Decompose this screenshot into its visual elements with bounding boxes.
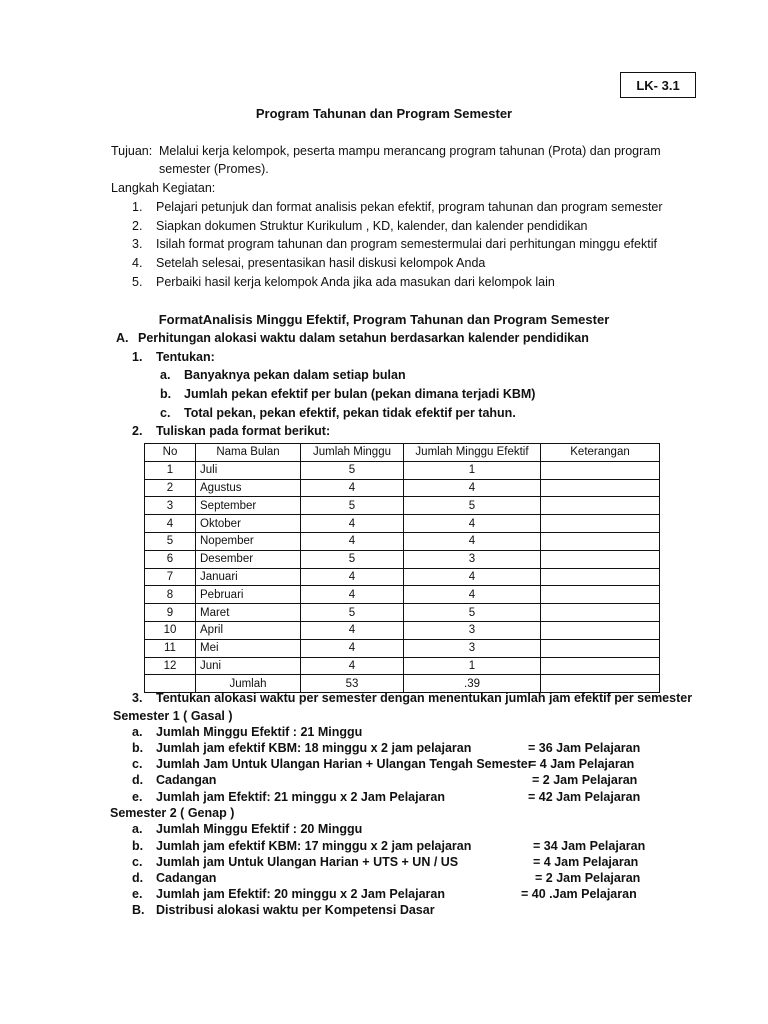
cell-keterangan xyxy=(541,497,660,515)
step-number: 2. xyxy=(132,424,143,438)
cell-no: 4 xyxy=(145,515,196,533)
semester1-item-value: = 4 Jam Pelajaran xyxy=(529,757,635,771)
item-letter: e. xyxy=(132,790,143,804)
cell-bulan: Mei xyxy=(196,639,301,657)
cell-minggu: 4 xyxy=(301,479,404,497)
tentukan-item xyxy=(160,406,516,420)
cell-no: 12 xyxy=(145,657,196,675)
tujuan-label: Tujuan: xyxy=(111,144,153,158)
cell-keterangan xyxy=(541,532,660,550)
cell-bulan: Nopember xyxy=(196,532,301,550)
cell-efektif: 3 xyxy=(404,639,541,657)
item-text: Jumlah jam Efektif: 21 minggu x 2 Jam Pelajaran xyxy=(156,790,445,804)
section-b xyxy=(132,903,435,917)
semester2-item xyxy=(132,855,458,869)
item-text: Jumlah jam efektif KBM: 17 minggu x 2 jam pelajaran xyxy=(156,839,472,853)
cell-no: 11 xyxy=(145,639,196,657)
cell-minggu: 5 xyxy=(301,550,404,568)
semester2-item-value: = 40 .Jam Pelajaran xyxy=(521,887,637,901)
semester1-heading: Semester 1 ( Gasal ) xyxy=(113,709,233,723)
langkah-item xyxy=(132,200,663,214)
effective-weeks-table xyxy=(144,443,660,693)
item-number: 3. xyxy=(132,237,143,251)
cell-keterangan xyxy=(541,515,660,533)
item-text: Banyaknya pekan dalam setiap bulan xyxy=(184,368,406,382)
cell-efektif: 1 xyxy=(404,461,541,479)
table-row xyxy=(145,621,660,639)
cell-no: 8 xyxy=(145,586,196,604)
semester1-item-value: = 2 Jam Pelajaran xyxy=(532,773,638,787)
header-no: No xyxy=(145,444,196,462)
item-text: Jumlah jam Efektif: 20 minggu x 2 Jam Pelajaran xyxy=(156,887,445,901)
semester2-heading: Semester 2 ( Genap ) xyxy=(110,806,235,820)
langkah-item xyxy=(132,219,588,233)
item-number: 5. xyxy=(132,275,143,289)
table-row xyxy=(145,657,660,675)
tentukan-item xyxy=(160,368,406,382)
item-letter: a. xyxy=(132,822,143,836)
item-text: Setelah selesai, presentasikan hasil diskusi kelompok Anda xyxy=(156,256,486,270)
semester2-item-value: = 34 Jam Pelajaran xyxy=(533,839,646,853)
semester1-item xyxy=(132,773,216,787)
item-letter: d. xyxy=(132,871,144,885)
cell-minggu: 5 xyxy=(301,497,404,515)
item-letter: e. xyxy=(132,887,143,901)
item-text: Jumlah pekan efektif per bulan (pekan dimana terjadi KBM) xyxy=(184,387,536,401)
section-a xyxy=(116,331,589,345)
table-total-row xyxy=(145,675,660,693)
cell-minggu: 4 xyxy=(301,639,404,657)
tuliskan-step xyxy=(132,424,330,438)
semester1-item xyxy=(132,757,533,771)
item-text: Jumlah Minggu Efektif : 21 Minggu xyxy=(156,725,363,739)
item-letter: b. xyxy=(160,387,172,401)
item-letter: d. xyxy=(132,773,144,787)
cell-minggu: 4 xyxy=(301,515,404,533)
cell-keterangan xyxy=(541,621,660,639)
cell-efektif: 3 xyxy=(404,621,541,639)
item-letter: b. xyxy=(132,741,144,755)
step-3 xyxy=(132,691,692,705)
cell-bulan: Juli xyxy=(196,461,301,479)
semester1-item-value: = 36 Jam Pelajaran xyxy=(528,741,641,755)
cell-efektif: 4 xyxy=(404,532,541,550)
cell-bulan: Desember xyxy=(196,550,301,568)
cell-keterangan xyxy=(541,657,660,675)
table-header-row xyxy=(145,444,660,462)
cell-keterangan xyxy=(541,675,660,693)
cell-no: 9 xyxy=(145,604,196,622)
langkah-item xyxy=(132,256,485,270)
cell-keterangan xyxy=(541,639,660,657)
cell-minggu: 4 xyxy=(301,657,404,675)
item-text: Jumlah Minggu Efektif : 20 Minggu xyxy=(156,822,363,836)
item-text: Perbaiki hasil kerja kelompok Anda jika ada masukan dari kelompok lain xyxy=(156,275,555,289)
section-b-text: Distribusi alokasi waktu per Kompetensi Dasar xyxy=(156,903,435,917)
item-text: Isilah format program tahunan dan program semestermulai dari perhitungan minggu efektif xyxy=(156,237,657,251)
cell-keterangan xyxy=(541,604,660,622)
cell-no: 6 xyxy=(145,550,196,568)
header-jumlah-minggu: Jumlah Minggu xyxy=(301,444,404,462)
cell-bulan: Januari xyxy=(196,568,301,586)
item-text: Siapkan dokumen Struktur Kurikulum , KD, kalender, dan kalender pendidikan xyxy=(156,219,588,233)
cell-keterangan xyxy=(541,550,660,568)
cell-bulan: Pebruari xyxy=(196,586,301,604)
cell-no: 7 xyxy=(145,568,196,586)
tentukan-step xyxy=(132,350,215,364)
item-letter: a. xyxy=(132,725,143,739)
document-code-box: LK- 3.1 xyxy=(620,72,696,98)
table-row xyxy=(145,586,660,604)
cell-bulan: Maret xyxy=(196,604,301,622)
item-text: Cadangan xyxy=(156,871,217,885)
step-number: 3. xyxy=(132,691,143,705)
semester2-item xyxy=(132,822,362,836)
cell-empty xyxy=(145,675,196,693)
cell-minggu: 4 xyxy=(301,621,404,639)
header-jumlah-minggu-efektif: Jumlah Minggu Efektif xyxy=(404,444,541,462)
item-number: 1. xyxy=(132,200,143,214)
semester2-item xyxy=(132,839,471,853)
langkah-item xyxy=(132,237,657,251)
semester1-item xyxy=(132,741,471,755)
cell-no: 2 xyxy=(145,479,196,497)
item-number: 4. xyxy=(132,256,143,270)
cell-no: 1 xyxy=(145,461,196,479)
cell-efektif: 5 xyxy=(404,604,541,622)
item-letter: c. xyxy=(132,855,143,869)
step-text: Tuliskan pada format berikut: xyxy=(156,424,331,438)
semester1-item-value: = 42 Jam Pelajaran xyxy=(528,790,641,804)
table-row xyxy=(145,461,660,479)
cell-efektif: 3 xyxy=(404,550,541,568)
langkah-item xyxy=(132,275,555,289)
item-text: Pelajari petunjuk dan format analisis pekan efektif, program tahunan dan program semester xyxy=(156,200,663,214)
table-row xyxy=(145,479,660,497)
item-letter: c. xyxy=(132,757,143,771)
cell-efektif: 4 xyxy=(404,515,541,533)
header-keterangan: Keterangan xyxy=(541,444,660,462)
item-text: Jumlah Jam Untuk Ulangan Harian + Ulangan Tengah Semester xyxy=(156,757,533,771)
cell-efektif: 1 xyxy=(404,657,541,675)
cell-no: 10 xyxy=(145,621,196,639)
cell-keterangan xyxy=(541,586,660,604)
semester2-item-value: = 4 Jam Pelajaran xyxy=(533,855,639,869)
section-a-letter: A. xyxy=(116,331,129,345)
cell-efektif: 4 xyxy=(404,479,541,497)
semester2-item xyxy=(132,887,445,901)
table-row xyxy=(145,568,660,586)
cell-keterangan xyxy=(541,568,660,586)
tentukan-item xyxy=(160,387,535,401)
cell-minggu: 5 xyxy=(301,461,404,479)
item-letter: c. xyxy=(160,406,171,420)
table-row xyxy=(145,515,660,533)
table-row xyxy=(145,532,660,550)
item-text: Total pekan, pekan efektif, pekan tidak efektif per tahun. xyxy=(184,406,516,420)
item-text: Cadangan xyxy=(156,773,217,787)
semester1-item xyxy=(132,725,362,739)
table-row xyxy=(145,604,660,622)
cell-bulan: April xyxy=(196,621,301,639)
cell-keterangan xyxy=(541,461,660,479)
cell-bulan: September xyxy=(196,497,301,515)
format-title: FormatAnalisis Minggu Efektif, Program Tahunan dan Program Semester xyxy=(158,312,610,327)
langkah-heading: Langkah Kegiatan: xyxy=(111,181,216,195)
semester2-item xyxy=(132,871,216,885)
cell-total-minggu: 53 xyxy=(301,675,404,693)
item-letter: b. xyxy=(132,839,144,853)
header-nama-bulan: Nama Bulan xyxy=(196,444,301,462)
tujuan-text-line1: Melalui kerja kelompok, peserta mampu merancang program tahunan (Prota) dan program xyxy=(159,144,661,158)
cell-total-label: Jumlah xyxy=(196,675,301,693)
cell-bulan: Agustus xyxy=(196,479,301,497)
step-text: Tentukan alokasi waktu per semester dengan menentukan jumlah jam efektif per semester xyxy=(156,691,693,705)
page-title: Program Tahunan dan Program Semester xyxy=(255,106,513,121)
item-number: 2. xyxy=(132,219,143,233)
cell-efektif: 4 xyxy=(404,568,541,586)
semester1-item xyxy=(132,790,445,804)
table-row xyxy=(145,550,660,568)
cell-total-efektif: .39 xyxy=(404,675,541,693)
cell-efektif: 5 xyxy=(404,497,541,515)
cell-minggu: 5 xyxy=(301,604,404,622)
item-letter: a. xyxy=(160,368,171,382)
table-row xyxy=(145,497,660,515)
cell-minggu: 4 xyxy=(301,532,404,550)
semester2-item-value: = 2 Jam Pelajaran xyxy=(535,871,641,885)
item-text: Jumlah jam efektif KBM: 18 minggu x 2 jam pelajaran xyxy=(156,741,472,755)
cell-no: 5 xyxy=(145,532,196,550)
cell-bulan: Oktober xyxy=(196,515,301,533)
section-a-text: Perhitungan alokasi waktu dalam setahun berdasarkan kalender pendidikan xyxy=(138,331,589,345)
section-b-letter: B. xyxy=(132,903,145,917)
cell-minggu: 4 xyxy=(301,586,404,604)
table-row xyxy=(145,639,660,657)
cell-bulan: Juni xyxy=(196,657,301,675)
cell-no: 3 xyxy=(145,497,196,515)
tujuan-text-line2: semester (Promes). xyxy=(159,162,269,176)
step-number: 1. xyxy=(132,350,143,364)
cell-keterangan xyxy=(541,479,660,497)
cell-minggu: 4 xyxy=(301,568,404,586)
step-text: Tentukan: xyxy=(156,350,215,364)
cell-efektif: 4 xyxy=(404,586,541,604)
item-text: Jumlah jam Untuk Ulangan Harian + UTS + UN / US xyxy=(156,855,459,869)
